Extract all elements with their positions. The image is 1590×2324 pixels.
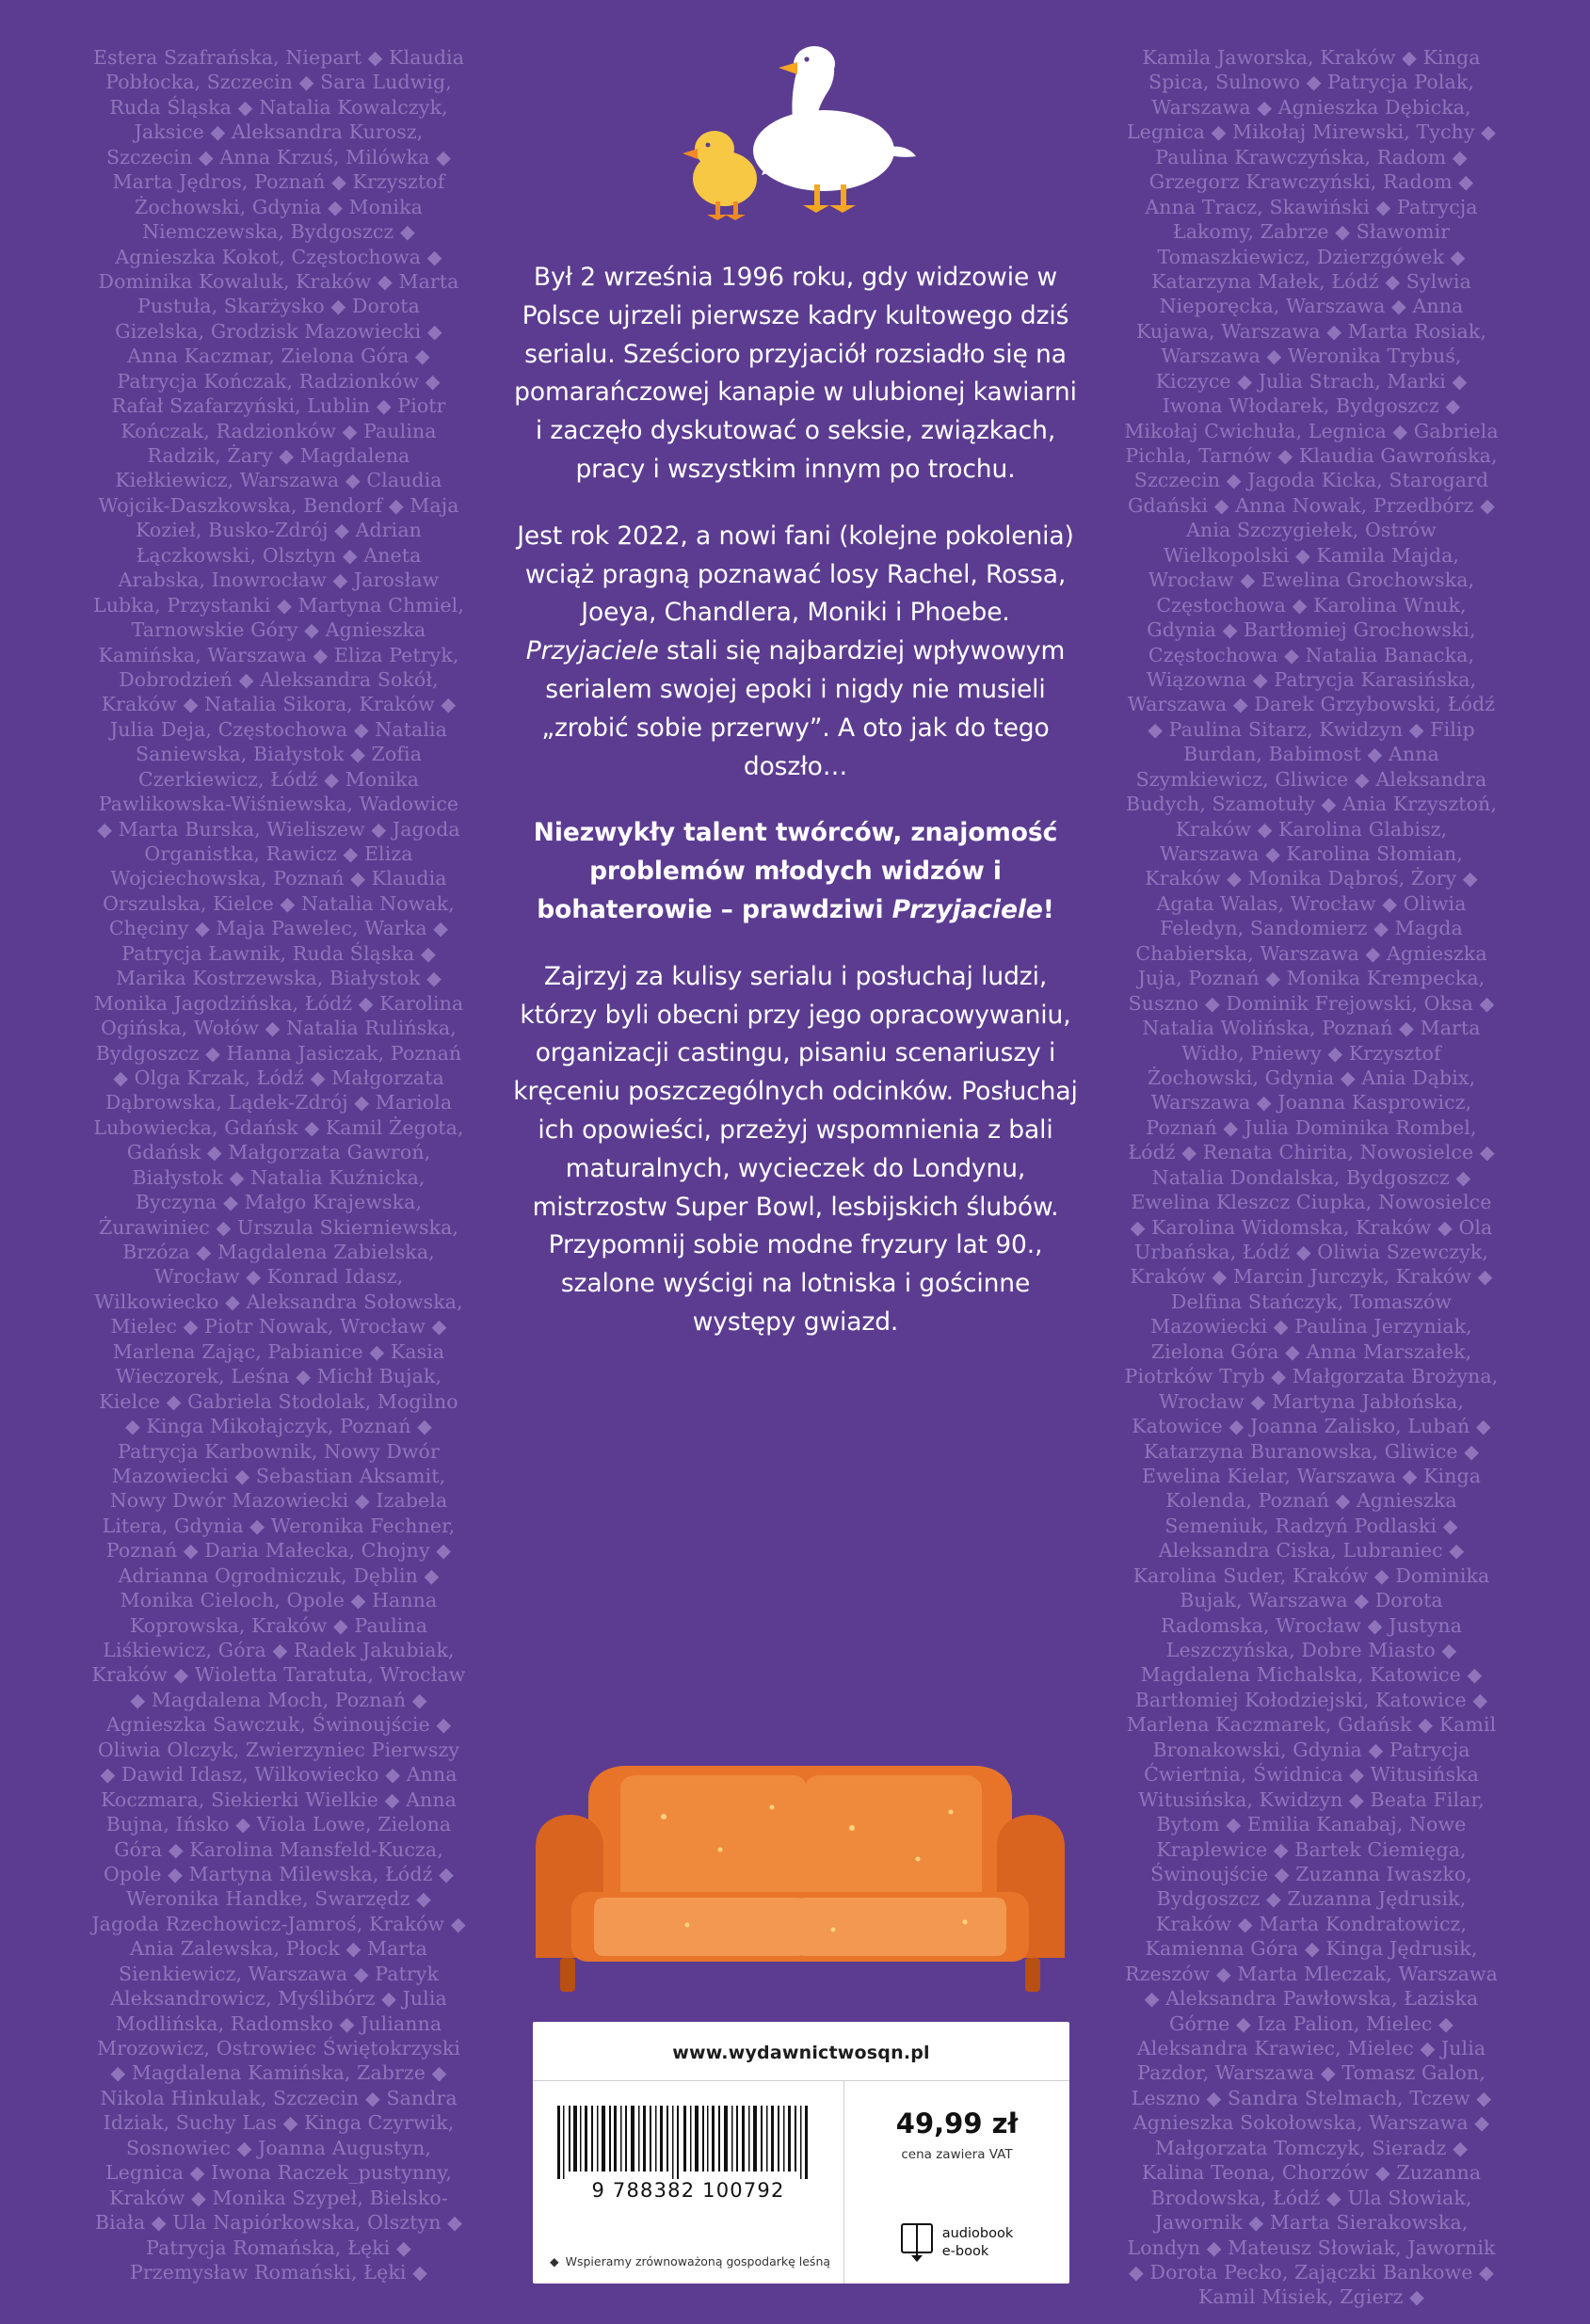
orange-couch-icon	[522, 1760, 1078, 2033]
blurb-p2-part-b: stali się najbardziej wpływowym serialem swojej epoki i nigdy nie musieli „zrobić sobie przerwy”. A oto jak do tego doszło…	[541, 636, 1066, 781]
blurb-paragraph-2	[513, 518, 1078, 787]
barcode-icon	[554, 2106, 823, 2179]
format-audiobook: audiobook	[941, 2226, 1014, 2242]
blurb-paragraph-1: Był 2 września 1996 roku, gdy widzowie w Polsce ujrzeli pierwsze kadry kultowego dziś serialu. Sześcioro przyjaciół rozsiadło się na pomarańczowej kanapie w ulubionej kawiarni i zaczęło dyskutować o seksie, związkach, pracy i wszystkim innym po trochu.	[514, 263, 1077, 484]
goose-illustration	[513, 38, 1078, 259]
blurb-p3-part-b: !	[1042, 894, 1054, 924]
publisher-website[interactable]: www.wydawnictwosqn.pl	[672, 2043, 930, 2063]
price-value: 49,99 zł	[895, 2108, 1019, 2140]
available-formats	[844, 2223, 1069, 2263]
formats-text	[942, 2225, 1014, 2261]
leaf-icon: ◆	[550, 2254, 559, 2268]
price-vat-note: cena zawiera VAT	[901, 2147, 1013, 2162]
blurb-p3-title: Przyjaciele	[891, 894, 1043, 924]
blurb-paragraph-3	[513, 814, 1078, 929]
panel-body	[533, 2081, 1069, 2284]
blurb-p2-title: Przyjaciele	[525, 636, 659, 666]
couch-illustration	[522, 1760, 1078, 2033]
eco-text: Wspieramy zrównoważoną gospodarkę leśną	[565, 2254, 831, 2268]
cover-center-column	[513, 38, 1078, 1370]
contributor-names-right: Kamila Jaworska, Kraków ◆ Kinga Spica, Sulnowo ◆ Patrycja Polak, Warszawa ◆ Agnieszka Dębicka, Legnica ◆ Mikołaj Mirewski, Tychy ◆ Paulina Krawczyńska, Radom ◆ Grzegorz Krawczyński, Radom ◆ Anna Tracz, Skawiński ◆ Patrycja Łakomy, Zabrze ◆ Sławomir Tomaszkiewicz, Dzierzgówek ◆ Katarzyna Małek, Łódź ◆ Sylwia Nieporęcka, Warszawa ◆ Anna Kujawa, Warszawa ◆ Marta Rosiak, Warszawa ◆ Weronika Trybuś, Kiczyce ◆ Julia Strach, Marki ◆ Iwona Włodarek, Bydgoszcz ◆ Mikołaj Cwichuła, Legnica ◆ Gabriela Pichla, Tarnów ◆ Klaudia Gawrońska, Szczecin ◆ Jagoda Kicka, Starogard Gdański ◆ Anna Nowak, Przedbórz ◆ Ania Szczygiełek, Ostrów Wielkopolski ◆ Kamila Majda, Wrocław ◆ Ewelina Grochowska, Częstochowa ◆ Karolina Wnuk, Gdynia ◆ Bartłomiej Grochowski, Częstochowa ◆ Natalia Banacka, Wiązowna ◆ Patrycja Karasińska, Warszawa ◆ Darek Grzybowski, Łódź ◆ Paulina Sitarz, Kwidzyn ◆ Filip Burdan, Babimost ◆ Anna Szymkiewicz, Gliwice ◆ Aleksandra Budych, Szamotuły ◆ Ania Krzysztoń, Kraków ◆ Karolina Glabisz, Warszawa ◆ Karolina Słomian, Kraków ◆ Monika Dąbroś, Żory ◆ Agata Walas, Wrocław ◆ Oliwia Feledyn, Sandomierz ◆ Magda Chabierska, Warszawa ◆ Agnieszka Juja, Poznań ◆ Monika Krempecka, Suszno ◆ Dominik Frejowski, Oksa ◆ Natalia Wolińska, Poznań ◆ Marta Widło, Pniewy ◆ Krzysztof Żochowski, Gdynia ◆ Ania Dąbix, Warszawa ◆ Joanna Kasprowicz, Poznań ◆ Julia Dominika Rombel, Łódź ◆ Renata Chirita, Nowosielce ◆ Natalia Dondalska, Bydgoszcz ◆ Ewelina Kleszcz Ciupka, Nowosielce ◆ Karolina Widomska, Kraków ◆ Ola Urbańska, Łódź ◆ Oliwia Szewczyk, Kraków ◆ Marcin Jurczyk, Kraków ◆ Delfina Stańczyk, Tomaszów Mazowiecki ◆ Paulina Jerzyniak, Zielona Góra ◆ Anna Marszałek, Piotrków Tryb ◆ Małgorzata Brożyna, Wrocław ◆ Martyna Jabłońska, Katowice ◆ Joanna Zalisko, Lubań ◆ Katarzyna Buranowska, Gliwice ◆ Ewelina Kielar, Warszawa ◆ Kinga Kolenda, Poznań ◆ Agnieszka Semeniuk, Radzyń Podlaski ◆ Aleksandra Ciska, Lubraniec ◆ Karolina Suder, Kraków ◆ Dominika Bujak, Warszawa ◆ Dorota Radomska, Wrocław ◆ Justyna Leszczyńska, Dobre Miasto ◆ Magdalena Michalska, Katowice ◆ Bartłomiej Kołodziejski, Katowice ◆ Marlena Kaczmarek, Gdańsk ◆ Kamil Bronakowski, Gdynia ◆ Patrycja Ćwiertnia, Świdnica ◆ Witusińska Witusińska, Kwidzyn ◆ Beata Filar, Bytom ◆ Emilia Kanabaj, Nowe Kraplewice ◆ Bartek Ciemięga, Świnoujście ◆ Zuzanna Iwaszko, Bydgoszcz ◆ Zuzanna Jędrusik, Kraków ◆ Marta Kondratowicz, Kamienna Góra ◆ Kinga Jędrusik, Rzeszów ◆ Marta Mleczak, Warszawa ◆ Aleksandra Pawłowska, Łaziska Górne ◆ Iza Palion, Mielec ◆ Aleksandra Krawiec, Mielec ◆ Julia Pazdor, Warszawa ◆ Tomasz Galon, Leszno ◆ Sandra Stelmach, Tczew ◆ Agnieszka Sokołowska, Warszawa ◆ Małgorzata Tomczyk, Sieradz ◆ Kalina Teona, Chorzów ◆ Zuzanna Brodowska, Łódź ◆ Ula Słowiak, Jawornik ◆ Marta Sierakowska, Londyn ◆ Mateusz Słowiak, Jawornik ◆ Dorota Pecko, Zajączki Bankowe ◆ Kamil Misiek, Zgierz ◆	[1124, 46, 1499, 2309]
panel-right-column	[844, 2081, 1069, 2284]
download-book-icon	[901, 2223, 933, 2263]
goose-icon	[673, 38, 927, 226]
blurb-p2-part-a: Jest rok 2022, a nowi fani (kolejne pokolenia) wciąż pragną poznawać losy Rachel, Rossa, Joeya, Chandlera, Moniki i Phoebe.	[517, 521, 1074, 628]
blurb-p3-part-a: Niezwykły talent twórców, znajomość problemów młodych widzów i bohaterowie – prawdziwi	[533, 818, 1058, 924]
contributor-names-left: Estera Szafrańska, Niepart ◆ Klaudia Pobłocka, Szczecin ◆ Sara Ludwig, Ruda Śląska ◆ Natalia Kowalczyk, Jaksice ◆ Aleksandra Kurosz, Szczecin ◆ Anna Krzuś, Milówka ◆ Marta Jędros, Poznań ◆ Krzysztof Żochowski, Gdynia ◆ Monika Niemczewska, Bydgoszcz ◆ Agnieszka Kokot, Częstochowa ◆ Dominika Kowaluk, Kraków ◆ Marta Pustuła, Skarżysko ◆ Dorota Gizelska, Grodzisk Mazowiecki ◆ Anna Kaczmar, Zielona Góra ◆ Patrycja Kończak, Radzionków ◆ Rafał Szafarzyński, Lublin ◆ Piotr Kończak, Radzionków ◆ Paulina Radzik, Żary ◆ Magdalena Kiełkiewicz, Warszawa ◆ Claudia Wojcik-Daszkowska, Bendorf ◆ Maja Kozieł, Busko-Zdrój ◆ Adrian Łączkowski, Olsztyn ◆ Aneta Arabska, Inowrocław ◆ Jarosław Lubka, Przystanki ◆ Martyna Chmiel, Tarnowskie Góry ◆ Agnieszka Kamińska, Warszawa ◆ Eliza Petryk, Dobrodzień ◆ Aleksandra Sokół, Kraków ◆ Natalia Sikora, Kraków ◆ Julia Deja, Częstochowa ◆ Natalia Saniewska, Białystok ◆ Zofia Czerkiewicz, Łódź ◆ Monika Pawlikowska-Wiśniewska, Wadowice ◆ Marta Burska, Wieliszew ◆ Jagoda Organistka, Rawicz ◆ Eliza Wojciechowska, Poznań ◆ Klaudia Orszulska, Kielce ◆ Natalia Nowak, Chęciny ◆ Maja Pawelec, Warka ◆ Patrycja Ławnik, Ruda Śląska ◆ Marika Kostrzewska, Białystok ◆ Monika Jagodzińska, Łódź ◆ Karolina Ogińska, Wołów ◆ Natalia Rulińska, Bydgoszcz ◆ Hanna Jasiczak, Poznań ◆ Olga Krzak, Łódź ◆ Małgorzata Dąbrowska, Lądek-Zdrój ◆ Mariola Lubowiecka, Gdańsk ◆ Kamil Żegota, Gdańsk ◆ Małgorzata Gawroń, Białystok ◆ Natalia Kuźnicka, Byczyna ◆ Małgo Krajewska, Żurawiniec ◆ Urszula Skierniewska, Brzóza ◆ Magdalena Zabielska, Wrocław ◆ Konrad Idasz, Wilkowiecko ◆ Aleksandra Sołowska, Mielec ◆ Piotr Nowak, Wrocław ◆ Marlena Zając, Pabianice ◆ Kasia Wieczorek, Leśna ◆ Michł Bujak, Kielce ◆ Gabriela Stodolak, Mogilno ◆ Kinga Mikołajczyk, Poznań ◆ Patrycja Karbownik, Nowy Dwór Mazowiecki ◆ Sebastian Aksamit, Nowy Dwór Mazowiecki ◆ Izabela Litera, Gdynia ◆ Weronika Fechner, Poznań ◆ Daria Małecka, Chojny ◆ Adrianna Ogrodniczuk, Dęblin ◆ Monika Cieloch, Opole ◆ Hanna Koprowska, Kraków ◆ Paulina Liśkiewicz, Góra ◆ Radek Jakubiak, Kraków ◆ Wioletta Taratuta, Wrocław ◆ Magdalena Moch, Poznań ◆ Agnieszka Sawczuk, Świnoujście ◆ Oliwia Olczyk, Zwierzyniec Pierwszy ◆ Dawid Idasz, Wilkowiecko ◆ Anna Koczmara, Siekierki Wielkie ◆ Anna Bujna, Ińsko ◆ Viola Lowe, Zielona Góra ◆ Karolina Mansfeld-Kucza, Opole ◆ Martyna Milewska, Łódź ◆ Weronika Handke, Swarzędz ◆ Jagoda Rzechowicz-Jamroś, Kraków ◆ Ania Zalewska, Płock ◆ Marta Sienkiewicz, Warszawa ◆ Patryk Aleksandrowicz, Myślibórz ◆ Julia Modlińska, Radomsko ◆ Julianna Mrozowicz, Ostrowiec Świętokrzyski ◆ Magdalena Kamińska, Zabrze ◆ Nikola Hinkulak, Szczecin ◆ Sandra Idziak, Suchy Las ◆ Kinga Czyrwik, Sosnowiec ◆ Joanna Augustyn, Legnica ◆ Iwona Raczek_pustynny, Kraków ◆ Monika Szypeł, Bielsko-Biała ◆ Ula Napiórkowska, Olsztyn ◆ Patrycja Romańska, Łęki ◆ Przemysław Romański, Łęki ◆	[91, 46, 466, 2284]
isbn-number: 9 788382 100792	[591, 2179, 785, 2202]
blurb-paragraph-4: Zajrzyj za kulisy serialu i posłuchaj ludzi, którzy byli obecni przy jego opracowywaniu, organizacji castingu, pisaniu scenariuszy i kręceniu poszczególnych odcinków. Posłuchaj ich opowieści, przeżyj wspomnienia z bali maturalnych, wycieczek do Londynu, mistrzostw Super Bowl, lesbijskich ślubów. Przypomnij sobie modne fryzury lat 90., szalone wyścigi na lotniska i gościnne występy gwiazd.	[513, 961, 1078, 1337]
publisher-info-panel	[533, 2022, 1069, 2284]
panel-left-column	[533, 2081, 844, 2284]
format-ebook: e-book	[941, 2244, 989, 2259]
eco-certification	[550, 2254, 832, 2268]
